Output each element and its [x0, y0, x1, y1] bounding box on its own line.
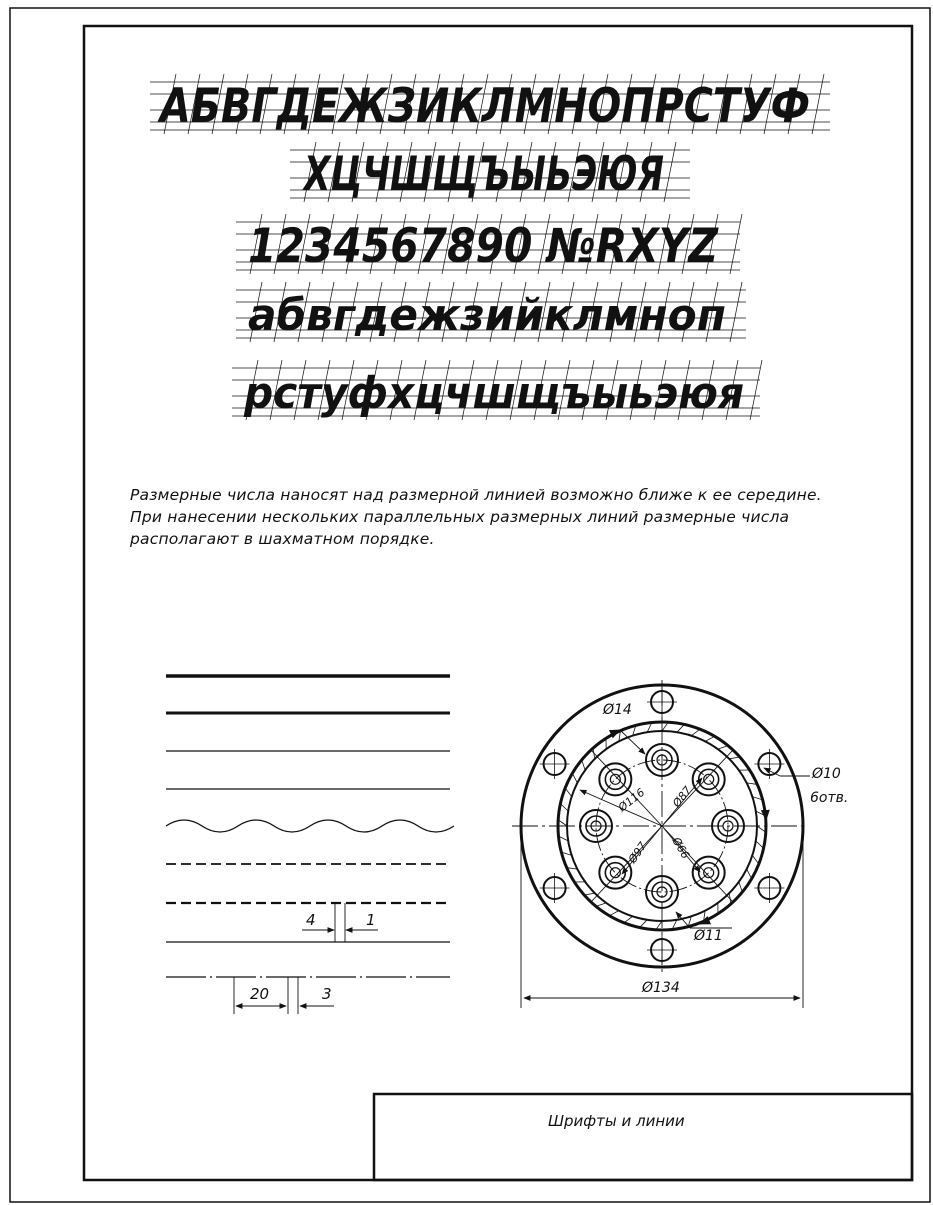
- note-line-2: При нанесении нескольких параллельных размерных линий размерные числа: [130, 508, 790, 526]
- inner-boss: [599, 763, 631, 795]
- label-d116: Ø116: [615, 785, 648, 815]
- inner-boss: [599, 857, 631, 889]
- label-d87: Ø87: [670, 783, 695, 810]
- alphabet-line-5: рстуфхцчшщъыьэюя: [243, 368, 744, 419]
- alphabet-line-4: абвгдежзийклмноп: [248, 290, 726, 341]
- label-d11: Ø11: [694, 928, 723, 944]
- label-d10: Ø10: [812, 766, 841, 782]
- label-d66: Ø66: [669, 835, 692, 862]
- flange-drawing: [512, 680, 810, 1008]
- inner-boss: [693, 857, 725, 889]
- dim-stroke-gap-label: 3: [322, 985, 332, 1003]
- dimension-note: [130, 484, 850, 550]
- inner-boss: [693, 763, 725, 795]
- label-d97: Ø97: [625, 839, 650, 866]
- alphabet-line-2: ХЦЧШЩЪЫЬЭЮЯ: [301, 147, 664, 202]
- line-wavy: [166, 820, 454, 832]
- title-block-title: Шрифты и линии: [548, 1112, 685, 1130]
- title-block: [374, 1094, 912, 1180]
- line-samples: [166, 676, 454, 1014]
- dim-stroke-len-label: 20: [250, 985, 270, 1003]
- note-line-3: располагают в шахматном порядке.: [130, 530, 435, 548]
- label-d134: Ø134: [642, 980, 680, 996]
- note-line-1: Размерные числа наносят над размерной линией возможно ближе к ее середине.: [130, 486, 822, 504]
- alphabet-line-1: АБВГДЕЖЗИКЛМНОПРСТУФ: [156, 79, 810, 134]
- alphabet-block: [150, 74, 830, 420]
- label-holes: 6отв.: [810, 790, 849, 806]
- dim-dash-len-label: 4: [306, 911, 316, 929]
- dim-dash-gap-label: 1: [366, 911, 376, 929]
- alphabet-line-3: 1234567890 №RXYZ: [248, 219, 719, 274]
- label-d14: Ø14: [603, 702, 632, 718]
